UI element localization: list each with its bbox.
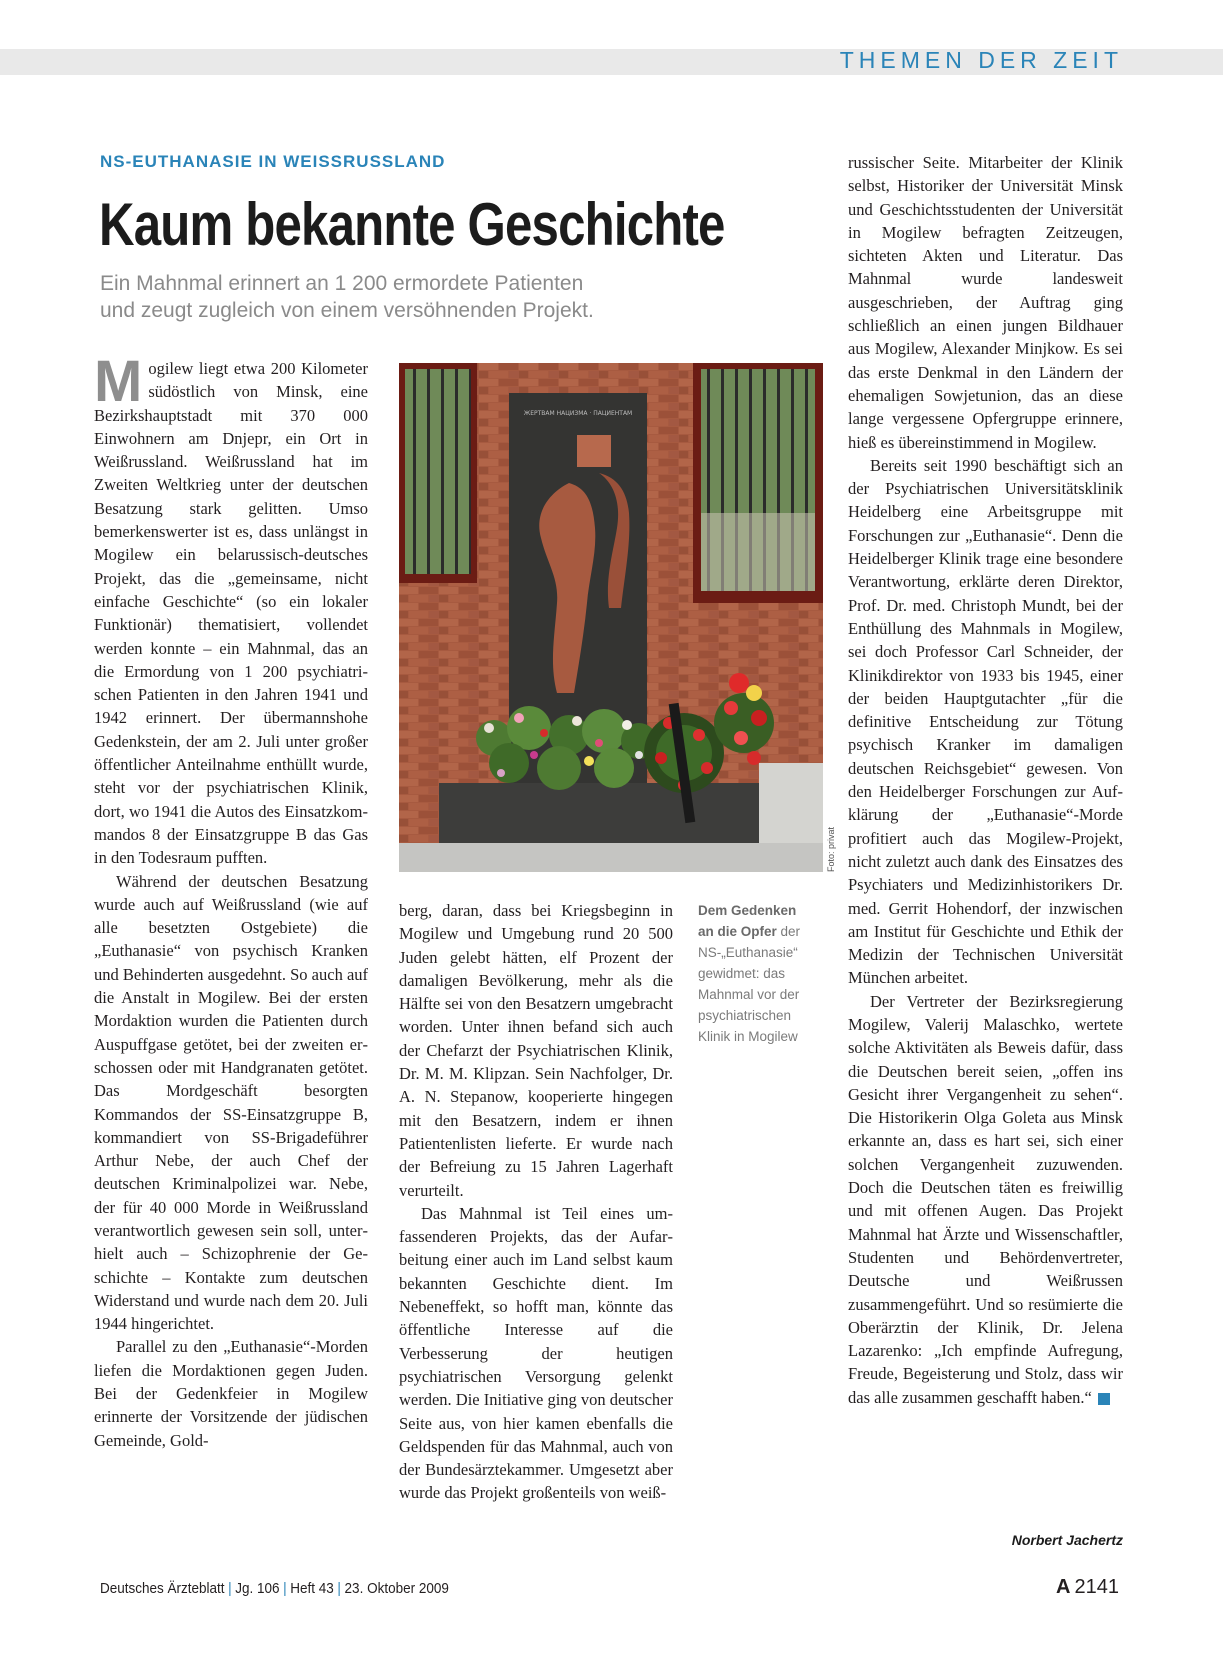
subline-line-1: Ein Mahnmal erinnert an 1 200 ermordete Patienten	[100, 272, 584, 295]
article-kicker: NS-EUTHANASIE IN WEISSRUSSLAND	[100, 152, 446, 171]
paragraph	[848, 990, 1123, 1409]
text-column-2	[399, 899, 673, 1505]
paragraph: russischer Seite. Mitarbeiter der Klinik selbst, Historiker der Universität Minsk und Geschichtsstudenten der Universität in Mogilew befragten Zeitzeugen, sichteten Akten und Literatur. Das Mahnmal wurde landesweit ausgeschrieben, der Auftrag ging schließlich an einen jungen Bildhauer aus Mogilew, Alexander Minjkow. Es sei das erste Denkmal in den Ländern der ehemaligen Sowjetunion, das an diese lange vergessene Opfergruppe erinnere, hieß es übereinstimmend in Mogilew.	[848, 153, 1123, 452]
section-title: THEMEN DER ZEIT	[839, 47, 1123, 73]
subline-line-2: und zeugt zugleich von einem versöhnenden Projekt.	[100, 299, 594, 322]
photo-caption	[698, 900, 808, 1047]
article-subline	[100, 270, 740, 324]
memorial-photo	[399, 363, 823, 872]
paragraph-text: ogilew liegt etwa 200 Kilometer südöstlich von Minsk, eine Bezirkshauptstadt mit 370 000 Einwohnern am Dnjepr, ein Ort in Weißrussland. Weißrussland hat im Zweiten Weltkrieg unter der deutschen Besatzung stark gelitten. Umso bemerkenswerter ist es, dass unlängst in Mogilew ein belarussisch-deutsches Projekt, das die „gemeinsame, nicht einfache Geschichte“ (so ein lokaler Funktionär) thematisiert, vollendet werden konnte – ein Mahnmal, das an die Ermordung von 1 200 psychiatrischen Patienten in den Jahren 1941 und 1942 erinnert. Der übermannshohe Gedenkstein, der am 2. Juli unter großer öffentlicher Anteilnahme enthüllt wurde, steht vor der psychiatrischen Klinik, dort, wo 1941 die Autos des Einsatzkommandos 8 der Einsatzgruppe B das Gas in den Todesraum pufften.	[94, 359, 368, 868]
drop-cap: M	[94, 349, 143, 414]
page-number-value: 2141	[1074, 1576, 1119, 1598]
caption-text: der NS-„Euthanasie“ gewidmet: das Mahnmal vor der psychiatrischen Klinik in Mogilew	[698, 924, 801, 1044]
paragraph: Das Mahnmal ist Teil eines umfassenderen Projekts, das der Aufarbeitung einer auch im Land selbst kaum bekannten Geschichte dient. Im Nebeneffekt, so hofft man, könnte das öffentliche Interesse auf die Verbesserung der heutigen psychiatrischen Versorgung gelenkt werden. Die Initiative ging von deutscher Seite aus, von hier kamen ebenfalls die Geldspenden für das Mahnmal, auch von der Bundesärztekammer. Umgesetzt aber wurde das Projekt großenteils von weiß-	[399, 1203, 673, 1503]
end-mark-icon	[1098, 1393, 1110, 1405]
paragraph	[94, 349, 368, 870]
footer-separator: |	[283, 1580, 287, 1597]
journal-issue: Heft 43	[290, 1580, 334, 1597]
paragraph: Während der deutschen Besatzung wurde auch auf Weißrussland (wie auf alle besetzten Ostgebiete) die „Euthanasie“ von psychisch Kranken und Behinderten ausgedehnt. So auch auf die Anstalt in Mogilew. Bei der ersten Mordaktion wurden die Patienten durch Auspuffgase getötet, bei der zweiten erschossen oder mit Handgranaten getötet. Das Mordgeschäft besorgten Kommandos der SS-Einsatzgruppe B, kommandiert von SS-Brigadeführer Arthur Nebe, der auch Chef der deutschen Kriminalpolizei war. Nebe, der für 40 000 Morde in Weißrussland verantwortlich gewesen sein soll, unterhielt auch – Schizophrenie der Geschichte – Kontakte zum deutschen Widerstand und wurde nach dem 20. Juli 1944 hingerichtet.	[94, 871, 369, 1334]
footer-separator: |	[228, 1580, 232, 1597]
caption-lead: Dem Gedenken an die Opfer	[698, 903, 797, 939]
journal-volume: Jg. 106	[235, 1580, 280, 1597]
paragraph: Bereits seit 1990 beschäftigt sich an der Psychiatrischen Universitätsklinik Heidelberg eine Arbeitsgruppe mit Forschungen zur „Euthanasie“. Denn die Heidelberger Klinik trage eine besondere Verantwortung, erklärte deren Direktor, Prof. Dr. med. Christoph Mundt, bei der Enthüllung des Mahnmals in Mogilew, sei doch Professor Carl Schneider, der Klinikdirektor von 1933 bis 1945, einer der beiden Hauptgutachter „für die definitive Entscheidung zur Tötung psychisch Kranker im damaligen deutschen Reichsgebiet“ gewesen. Von den Heidelberger Forschungen zur Aufklärung der „Euthanasie“-Morde profitiert auch das Mogilew-Projekt, nicht zuletzt auch dank des Einsatzes des Psychiaters und Medizinhistorikers Dr. med. Gerrit Hohendorf, der inzwischen am Institut für Geschichte und Ethik der Medizin der Technischen Universität München arbeitet.	[848, 455, 1123, 988]
text-column-3	[848, 151, 1123, 1409]
paragraph: berg, daran, dass bei Kriegsbeginn in Mogilew und Umgebung rund 20 500 Juden gelebt hätten, elf Prozent der damaligen Bevölkerung, mehr als die Hälfte sei von den Besatzern umgebracht worden. Unter ihnen befand sich auch der Chefarzt der Psychiatrischen Klinik, Dr. M. M. Klipzan. Sein Nachfolger, Dr. A. N. Stepanow, kooperierte hingegen mit den Besatzern, indem er ihnen Patientenlisten lieferte. Er wurde nach der Befreiung zu 15 Jahren Lagerhaft verurteilt.	[399, 901, 673, 1200]
article-headline: Kaum bekannte Geschichte	[99, 191, 725, 258]
paragraph: Parallel zu den „Euthanasie“-Morden liefen die Mordaktionen gegen Juden. Bei der Gedenkfeier in Mogilew erinnerte der Vorsitzende der jüdischen Gemeinde, Gold-	[94, 1337, 368, 1450]
journal-name: Deutsches Ärzteblatt	[100, 1580, 225, 1597]
page-footer	[100, 1580, 449, 1597]
journal-date: 23. Oktober 2009	[344, 1580, 449, 1597]
text-column-1	[94, 349, 369, 1452]
plaque-inscription: ЖЕРТВАМ НАЦИЗМА · ПАЦИЕНТАМ	[523, 410, 633, 417]
page-number	[1056, 1576, 1119, 1599]
page-prefix: A	[1056, 1576, 1071, 1598]
photo-credit: Foto: privat	[826, 826, 836, 872]
paragraph-text: Der Vertreter der Bezirksregierung Mogilew, Valerij Malaschko, wertete solche Aktivitäten als Beweis dafür, dass die Deutschen bereit seien, „offen ins Gesicht ihrer Vergangenheit zu sehen“. Die Historikerin Olga Goleta aus Minsk erkannte an, dass es hart sei, sich einer solchen Vergangenheit zuzuwenden. Doch die Deutschen täten es freiwillig und mit offenen Augen. Das Projekt Mahnmal hat Ärzte und Wissenschaftler, Studenten und Behördenvertreter, Deutsche und Weißrussen zusammengeführt. Und so resümierte die Oberärztin der Klinik, Dr. Jelena Lazarenko: „Ich empfinde Aufregung, Freude, Begeisterung und Stolz, dass wir das alle zusammen geschafft haben.“	[848, 991, 1123, 1407]
footer-separator: |	[337, 1580, 341, 1597]
article-author: Norbert Jachertz	[1011, 1532, 1123, 1548]
